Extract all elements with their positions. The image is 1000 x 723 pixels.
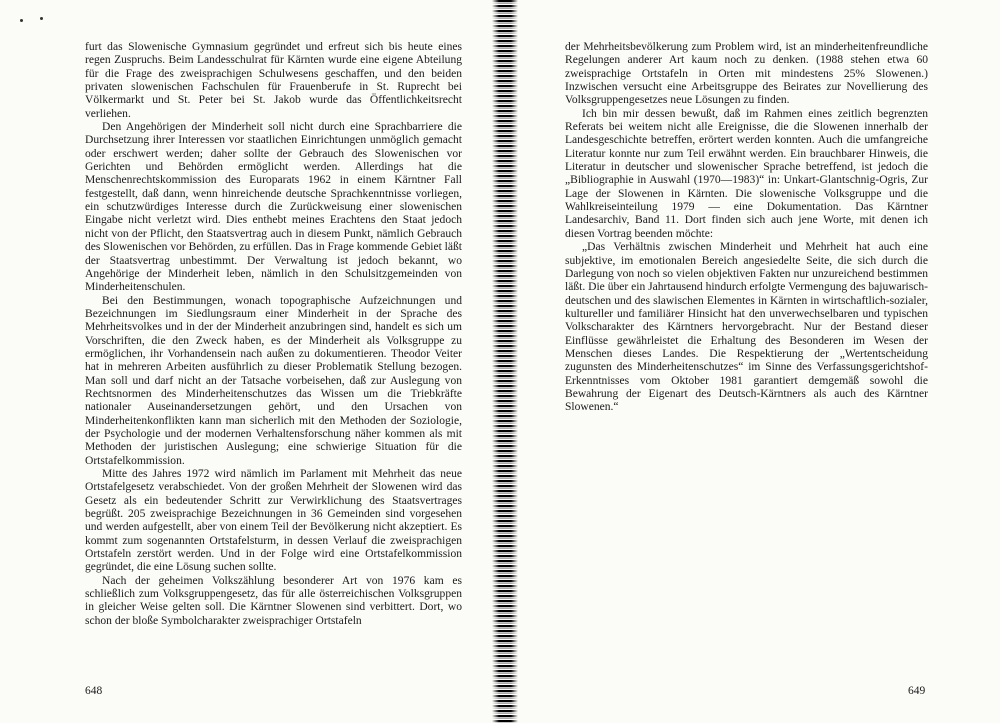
left-page-text bbox=[85, 41, 462, 628]
right-page-text bbox=[565, 41, 928, 415]
paragraph: Mitte des Jahres 1972 wird nämlich im Parlament mit Mehrheit das neue Ortstafelgesetz verabschiedet. Von der großen Mehrheit der Slowenen wird das Gesetz als ein bedeutender Schritt zur Verwirklichung des Staatsvertrages begrüßt. 205 zweisprachige Bezeichnungen in 36 Gemeinden sind vorgesehen und werden aufgestellt, aber von einem Teil der Bevölkerung nicht akzeptiert. Es kommt zum sogenannten Ortstafelsturm, in dessen Verlauf die zweisprachigen Ortstafeln zerstört werden. Und in der Folge wird eine Ortstafelkommission gegründet, die eine Lösung suchen sollte. bbox=[85, 468, 462, 574]
paragraph: furt das Slowenische Gymnasium gegründet und erfreut sich bis heute eines regen Zuspruchs. Beim Landesschulrat für Kärnten wurde eine eigene Abteilung für die Frage des zweisprachigen Schulwesens geschaffen, und den beiden privaten slowenischen Fachschulen für Frauenberufe in St. Ruprecht bei Völkermarkt und St. Peter bei St. Jakob wurde das Öffentlichkeitsrecht verliehen. bbox=[85, 41, 462, 120]
left-page bbox=[0, 0, 492, 723]
scan-speck bbox=[20, 19, 23, 22]
page-number-right: 649 bbox=[908, 685, 926, 697]
page-number-left: 648 bbox=[85, 685, 103, 697]
paragraph: „Das Verhältnis zwischen Minderheit und Mehrheit hat auch eine subjektive, im emotionalen Bereich angesiedelte Seite, die sich durch die Darlegung von noch so vielen objektiven Fakten nur unzureichend bestimmen läßt. Die über ein Jahrtausend hindurch erfolgte Vermengung des bajuwarisch-deutschen und des slawischen Elementes in Kärnten in wirtschaftlich-sozialer, kultureller und familiärer Hinsicht hat den unverwechselbaren und typischen Volkscharakter des Kärntners hervorgebracht. Nur der Bestand dieser Einflüsse gewährleistet die Erhaltung des Besonderen im Wesen der Menschen dieses Landes. Die Respektierung der „Wertentscheidung zugunsten des Minderheitenschutzes“ im Sinne des Verfassungsgerichtshof-Erkenntnisses vom Oktober 1981 garantiert demgemäß sowohl die Bewahrung der Eigenart des Deutsch-Kärntners als auch des Kärntner Slowenen.“ bbox=[565, 241, 928, 414]
paragraph: Bei den Bestimmungen, wonach topographische Aufzeichnungen und Bezeichnungen im Siedlungsraum einer Minderheit in der Sprache des Mehrheitsvolkes und in der der Minderheit anzubringen sind, handelt es sich um Vorschriften, die den Zweck haben, es der Minderheit als Volksgruppe zu ermöglichen, ihr Vorhandensein nach außen zu dokumentieren. Theodor Veiter hat in mehreren Arbeiten ausführlich zu dieser Problematik Stellung bezogen. Man soll und darf nicht an der Tatsache vorbeisehen, daß zur Auslegung von Rechtsnormen des Minderheitenschutzes das Wissen um die Triebkräfte nationaler Auseinandersetzungen gehört, und den Ursachen von Minderheitenkonflikten kann man sicherlich mit den Methoden der Soziologie, der Psychologie und der modernen Verhaltensforschung näher kommen als mit Methoden der juristischen Auslegung; eine schwierige Situation für die Ortstafelkommission. bbox=[85, 294, 462, 467]
right-page bbox=[518, 0, 1000, 723]
scan-speck bbox=[40, 17, 43, 20]
book-gutter bbox=[492, 0, 518, 723]
paragraph: Ich bin mir dessen bewußt, daß im Rahmen eines zeitlich begrenzten Referats bei weitem nicht alle Ereignisse, die die Slowenen innerhalb der Landesgeschichte betreffen, erörtert werden konnten. Auch die umfangreiche Literatur konnte nur zum Teil erwähnt werden. Ein brauchbarer Hinweis, die Literatur in deutscher und slowenischer Sprache betreffend, ist jedoch die „Bibliographie in Auswahl (1970—1983)“ in: Unkart-Glantschnig-Ogris, Zur Lage der Slowenen in Kärnten. Die slowenische Volksgruppe und die Wahlkreiseinteilung 1979 — eine Dokumentation. Das Kärntner Landesarchiv, Band 11. Dort finden sich auch jene Worte, mit denen ich diesen Vortrag beenden möchte: bbox=[565, 107, 928, 240]
paragraph: Nach der geheimen Volkszählung besonderer Art von 1976 kam es schließlich zum Volksgruppengesetz, das für alle österreichischen Volksgruppen in gleicher Weise gelten soll. Die Kärntner Slowenen sind verbittert. Dort, wo schon der bloße Symbolcharakter zweisprachiger Ortstafeln bbox=[85, 574, 462, 627]
paragraph: Den Angehörigen der Minderheit soll nicht durch eine Sprachbarriere die Durchsetzung ihrer Interessen vor staatlichen Einrichtungen unmöglich gemacht oder erschwert werden; daher sollte der Gebrauch des Slowenischen vor Gerichten und Behörden ermöglicht werden. Allerdings hat die Menschenrechtskommission des Europarats 1962 in einem Kärntner Fall festgestellt, daß dann, wenn hinreichende deutsche Sprachkenntnisse vorliegen, ein schutzwürdiges Interesse durch die Zurückweisung einer slowenischen Eingabe nicht verletzt wird. Dies enthebt meines Erachtens den Staat jedoch nicht von der Pflicht, den Staatsvertrag auch in diesem Punkt, nämlich Gebrauch des Slowenischen vor Behörden, zu erfüllen. Das in Frage kommende Gebiet läßt der Staatsvertrag unbestimmt. Der Verwaltung ist jedoch bekannt, wo Angehörige der Minderheit leben, nämlich in den Schulsitzgemeinden von Minderheitenschulen. bbox=[85, 121, 462, 294]
paragraph: der Mehrheitsbevölkerung zum Problem wird, ist an minderheitenfreundliche Regelungen anderer Art kaum noch zu denken. (1988 stehen etwa 60 zweisprachige Ortstafeln in Orten mit mindestens 25% Slowenen.) Inzwischen versucht eine Arbeitsgruppe des Beirates zur Novellierung des Volksgruppengesetzes neue Lösungen zu finden. bbox=[565, 41, 928, 107]
